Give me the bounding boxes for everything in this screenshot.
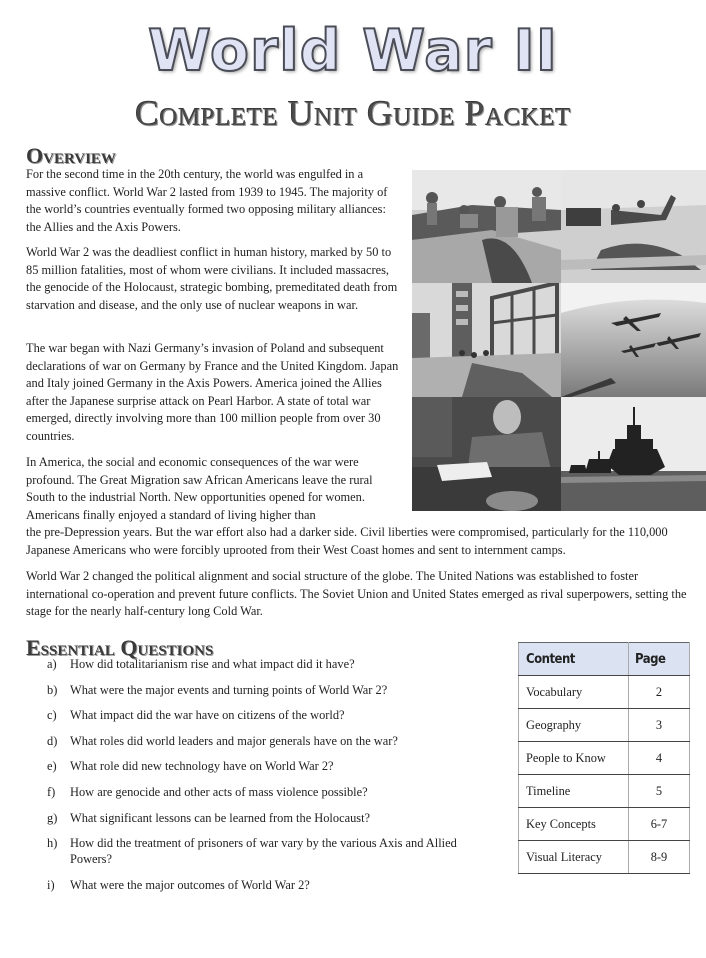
battleships-photo <box>561 397 706 511</box>
table-row <box>519 808 690 841</box>
content-column-header: Content <box>519 643 629 676</box>
question-letter: c) <box>47 708 57 723</box>
overview-paragraph-5: World War 2 changed the political alignment and social structure of the globe. The United Nations was established to foster international co-operation and prevent future conflicts. The Soviet Union and United States emerged as rival superpowers, setting the stage for the nearly half-century long Cold War. <box>26 569 687 618</box>
overview-paragraph-4: In America, the social and economic consequences of the war were profound. The Great Migration saw African Americans leave the rural South to the industrial North. New opportunities opened for women. Americans finally enjoyed a standard of living higher than <box>26 455 373 522</box>
content-cell: Vocabulary <box>519 676 629 709</box>
content-cell: Key Concepts <box>519 808 629 841</box>
question-text: What significant lessons can be learned from the Holocaust? <box>70 810 371 825</box>
question-letter: a) <box>47 657 57 671</box>
table-row <box>519 775 690 808</box>
question-text: What roles did world leaders and major generals have on the war? <box>70 733 398 748</box>
photo-collage <box>412 170 706 511</box>
page-cell: 3 <box>629 709 690 742</box>
question-text: How did the treatment of prisoners of war vary by the various Axis and Allied Powers? <box>70 836 457 867</box>
question-text: What role did new technology have on World War 2? <box>70 759 334 774</box>
essential-questions-heading: Essential Questions <box>26 635 214 660</box>
question-text: How did totalitarianism rise and what impact did it have? <box>70 657 355 671</box>
question-letter: e) <box>47 759 57 774</box>
page-title: World War II <box>148 18 558 84</box>
question-item <box>47 682 497 698</box>
question-item <box>47 758 497 774</box>
question-item <box>47 835 497 867</box>
content-cell: Geography <box>519 709 629 742</box>
question-item <box>47 877 497 893</box>
overview-heading: Overview <box>26 143 116 168</box>
overview-paragraph-4-continued: the pre-Depression years. But the war effort also had a darker side. Civil liberties were compromised, particularly for the 110,000 Japanese Americans who were forcibly uprooted from their West Coast homes and sent to internment camps. <box>26 525 668 557</box>
question-item <box>47 784 497 800</box>
soldiers-charging-photo <box>412 170 561 283</box>
question-letter: h) <box>47 836 58 851</box>
page-cell: 4 <box>629 742 690 775</box>
question-text: What impact did the war have on citizens of the world? <box>70 708 345 723</box>
question-text: How are genocide and other acts of mass violence possible? <box>70 784 368 799</box>
question-letter: f) <box>47 784 56 799</box>
question-letter: i) <box>47 877 55 892</box>
table-row <box>519 709 690 742</box>
table-row <box>519 742 690 775</box>
ruined-city-photo <box>412 283 561 397</box>
question-letter: d) <box>47 733 58 748</box>
page-cell: 6-7 <box>629 808 690 841</box>
page-column-header: Page <box>629 643 690 676</box>
question-item <box>47 707 497 723</box>
table-row <box>519 676 690 709</box>
content-cell: Timeline <box>519 775 629 808</box>
table-row <box>519 841 690 874</box>
question-item <box>47 656 497 672</box>
question-item <box>47 733 497 749</box>
essential-questions-list <box>47 656 497 902</box>
overview-paragraph-2: World War 2 was the deadliest conflict in human history, marked by 50 to 85 million fatalities, most of whom were civilians. It included massacres, the genocide of the Holocaust, strategic bombing, premeditated death from starvation and disease, and the only use of nuclear weapons in war. <box>26 245 398 312</box>
surrender-signing-photo <box>412 397 561 511</box>
contents-table <box>518 642 690 874</box>
page-cell: 8-9 <box>629 841 690 874</box>
question-text: What were the major events and turning points of World War 2? <box>70 682 388 697</box>
table-header-row <box>519 643 690 676</box>
question-letter: b) <box>47 682 58 697</box>
question-text: What were the major outcomes of World War 2? <box>70 877 310 892</box>
artillery-desert-photo <box>561 170 706 283</box>
page-cell: 2 <box>629 676 690 709</box>
question-letter: g) <box>47 810 58 825</box>
page-cell: 5 <box>629 775 690 808</box>
page-subtitle: Complete Unit Guide Packet <box>135 93 571 133</box>
content-cell: Visual Literacy <box>519 841 629 874</box>
question-item <box>47 810 497 826</box>
content-cell: People to Know <box>519 742 629 775</box>
overview-paragraph-3: The war began with Nazi Germany’s invasion of Poland and subsequent declarations of war on Germany by France and the United Kingdom. Japan and Italy joined Germany in the Axis Powers. America joined the Allies after the Japanese surprise attack on Pearl Harbor. A state of total war emerged, directly involving more than 100 million people from over 30 countries. <box>26 341 399 443</box>
overview-paragraph-1: For the second time in the 20th century, the world was engulfed in a massive conflict. World War 2 lasted from 1939 to 1945. The majority of the world’s countries eventually formed two opposing military alliances: the Allies and the Axis Powers. <box>26 167 388 234</box>
dive-bombers-photo <box>561 283 706 397</box>
